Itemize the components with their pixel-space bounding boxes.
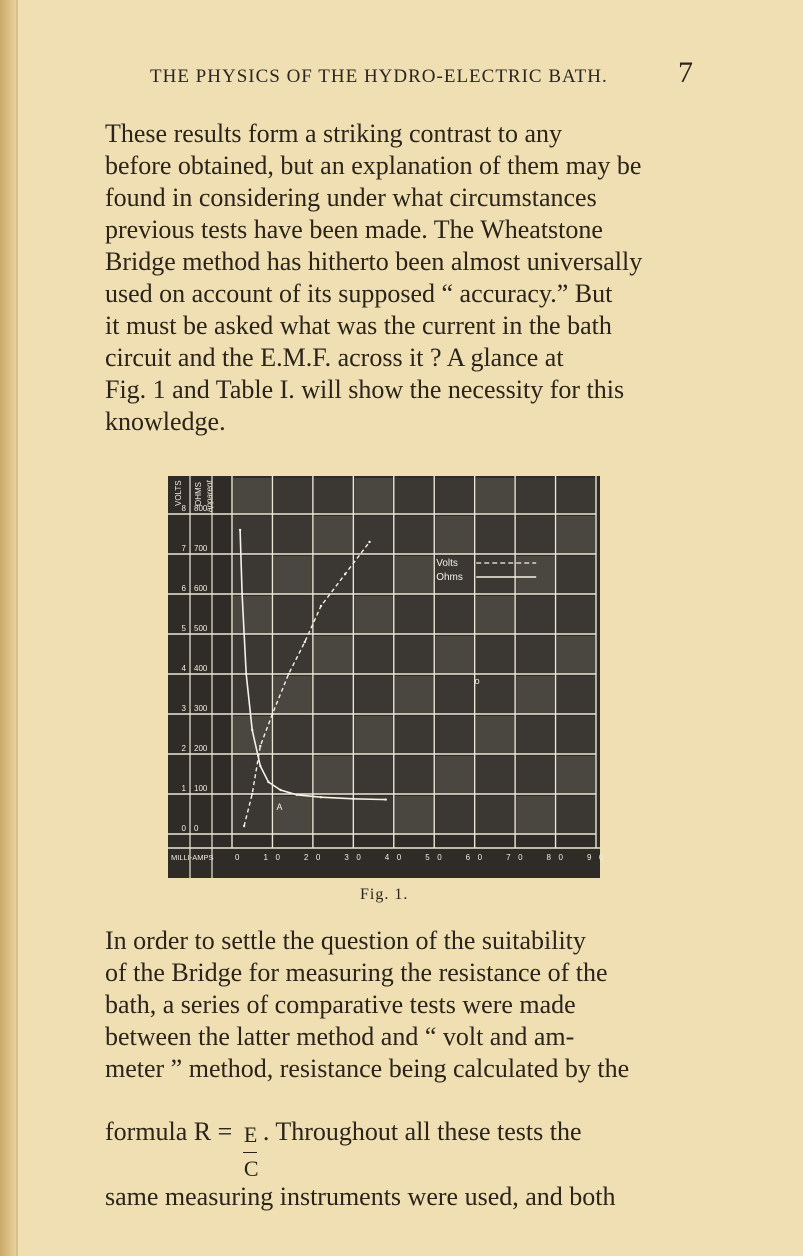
ohms-data-point — [296, 794, 298, 796]
grid-cell — [516, 796, 554, 834]
x-tick-label: 0 — [477, 853, 483, 862]
x-tick-label: 0 — [518, 853, 523, 862]
grid-cell — [516, 756, 554, 794]
x-tick-label: 5 — [425, 853, 430, 862]
grid-cell — [476, 478, 514, 513]
grid-cell — [395, 556, 433, 594]
ohms-data-point — [352, 798, 354, 800]
text-line: Bridge method has hitherto been almost universally — [105, 247, 643, 276]
axis-label-apparent: apparent — [205, 480, 214, 512]
grid-cell — [354, 756, 392, 794]
grid-cell — [435, 676, 473, 714]
ohms-data-point — [267, 781, 269, 783]
text-line: knowledge. — [105, 407, 226, 436]
volts-data-point — [368, 541, 370, 543]
grid-cell — [476, 796, 514, 834]
x-tick-label: 9 — [587, 853, 592, 862]
x-axis-label: MILLI-AMPS — [171, 853, 214, 862]
figure-1-chart — [168, 476, 604, 878]
grid-cell — [557, 796, 595, 834]
x-tick-label: 0 — [437, 853, 442, 862]
x-tick-label: 8 — [546, 853, 552, 862]
grid-cell — [557, 636, 595, 674]
ohms-tick-label: 0 — [194, 824, 199, 833]
grid-cell — [273, 596, 311, 634]
ohms-data-point — [239, 529, 241, 531]
fraction-numerator: E — [243, 1122, 258, 1147]
ohms-tick-label: 100 — [194, 784, 208, 793]
volts-data-point — [344, 573, 346, 575]
grid-cell — [273, 676, 311, 714]
fraction-bar — [243, 1152, 257, 1153]
text-line: it must be asked what was the current in the bath — [105, 311, 612, 340]
paragraph-1 — [105, 118, 745, 438]
grid-cell — [435, 478, 473, 513]
grid-cell — [395, 596, 433, 634]
book-spine-shadow — [0, 0, 16, 1256]
grid-cell — [476, 756, 514, 794]
text-line: circuit and the E.M.F. across it ? A glance at — [105, 343, 564, 372]
grid-cell — [516, 716, 554, 754]
legend-label-volts: Volts — [436, 558, 458, 569]
grid-cell — [557, 676, 595, 714]
grid-cell — [557, 556, 595, 594]
grid-cell — [476, 516, 514, 554]
x-tick-label: 4 — [384, 853, 390, 862]
grid-cell — [516, 478, 554, 513]
x-tick-label: 0 — [315, 853, 321, 862]
x-tick-label: 2 — [303, 853, 309, 862]
x-tick-label: 0 — [558, 853, 564, 862]
grid-cell — [314, 636, 352, 674]
grid-cell — [354, 676, 392, 714]
ohms-data-point — [245, 673, 247, 675]
grid-cell — [435, 756, 473, 794]
volts-data-point — [271, 713, 273, 715]
volts-tick-label: 3 — [181, 704, 186, 713]
formula-prefix: formula R = — [105, 1117, 239, 1146]
grid-cell — [435, 716, 473, 754]
grid-cell — [233, 716, 271, 754]
grid-cell — [314, 596, 352, 634]
text-line: meter ” method, resistance being calculated by the — [105, 1054, 630, 1083]
paragraph-2 — [105, 925, 745, 1085]
grid-cell — [476, 716, 514, 754]
grid-cell — [233, 478, 271, 513]
grid-cell — [516, 636, 554, 674]
ohms-data-point — [241, 593, 243, 595]
volts-data-point — [251, 793, 253, 795]
grid-cell — [395, 478, 433, 513]
volts-tick-label: 7 — [181, 544, 186, 553]
volts-data-point — [304, 641, 306, 643]
grid-cell — [435, 596, 473, 634]
volts-tick-label: 8 — [181, 504, 186, 513]
grid-cell — [395, 756, 433, 794]
text-line: found in considering under what circumstances — [105, 183, 597, 212]
volts-data-point — [287, 673, 289, 675]
figure-caption: Fig. 1. — [360, 886, 409, 903]
volts-tick-label: 0 — [181, 824, 186, 833]
volts-tick-label: 5 — [181, 624, 186, 633]
grid-cell — [314, 716, 352, 754]
grid-cell — [516, 556, 554, 594]
grid-cell — [557, 478, 595, 513]
grid-cell — [233, 676, 271, 714]
grid-cell — [557, 516, 595, 554]
grid-cell — [273, 516, 311, 554]
legend-label-ohms: Ohms — [436, 572, 463, 583]
grid-cell — [476, 636, 514, 674]
volts-data-point — [320, 605, 322, 607]
grid-cell — [314, 796, 352, 834]
grid-cell — [233, 796, 271, 834]
formula-line — [105, 1117, 582, 1181]
grid-cell — [516, 596, 554, 634]
volts-tick-label: 4 — [181, 664, 186, 673]
ohms-tick-label: 600 — [194, 584, 208, 593]
grid-cell — [476, 676, 514, 714]
grid-cell — [557, 596, 595, 634]
text-line: These results form a striking contrast to any — [105, 119, 563, 148]
grid-cell — [395, 676, 433, 714]
text-line: before obtained, but an explanation of them may be — [105, 151, 642, 180]
grid-cell — [476, 596, 514, 634]
grid-cell — [395, 716, 433, 754]
grid-cell — [273, 636, 311, 674]
text-line: In order to settle the question of the suitability — [105, 926, 586, 955]
axis-label-volts: VOLTS — [174, 480, 183, 506]
x-tick-label: 0 — [356, 853, 361, 862]
formula-suffix: . Throughout all these tests the — [262, 1117, 582, 1146]
ohms-data-point — [384, 798, 386, 800]
text-line: between the latter method and “ volt and am- — [105, 1022, 575, 1051]
ohms-tick-label: 200 — [194, 744, 208, 753]
x-tick-label: 0 — [599, 853, 604, 862]
annotation-label: o — [474, 676, 480, 686]
grid-cell — [516, 516, 554, 554]
grid-cell — [435, 796, 473, 834]
volts-tick-label: 2 — [181, 744, 186, 753]
fraction-denominator: C — [243, 1156, 259, 1181]
grid-cell — [557, 756, 595, 794]
grid-cell — [395, 796, 433, 834]
grid-cell — [354, 636, 392, 674]
grid-cell — [233, 556, 271, 594]
grid-cell — [354, 796, 392, 834]
text-line: bath, a series of comparative tests were made — [105, 990, 576, 1019]
text-line: Fig. 1 and Table I. will show the necessity for this — [105, 375, 625, 404]
grid-cell — [354, 596, 392, 634]
ohms-data-point — [259, 765, 261, 767]
grid-cell — [435, 516, 473, 554]
page-number: 7 — [678, 56, 693, 89]
text-line: used on account of its supposed “ accuracy.” But — [105, 279, 613, 308]
axis-label-ohms: OHMS — [194, 482, 203, 506]
volts-data-point — [243, 825, 245, 827]
x-tick-label: 0 — [235, 853, 240, 862]
volts-data-point — [259, 745, 261, 747]
grid-cell — [314, 516, 352, 554]
grid-cell — [516, 676, 554, 714]
grid-cell — [354, 716, 392, 754]
grid-cell — [314, 756, 352, 794]
grid-cell — [557, 716, 595, 754]
grid-cell — [233, 516, 271, 554]
ohms-data-point — [279, 789, 281, 791]
ohms-tick-label: 500 — [194, 624, 208, 633]
grid-cell — [395, 636, 433, 674]
ohms-tick-label: 800 — [194, 504, 208, 513]
grid-cell — [273, 556, 311, 594]
x-tick-label: 7 — [506, 853, 511, 862]
ohms-tick-label: 400 — [194, 664, 208, 673]
text-line: previous tests have been made. The Wheatstone — [105, 215, 603, 244]
grid-cell — [354, 516, 392, 554]
chart-svg — [168, 476, 604, 878]
grid-cell — [354, 478, 392, 513]
ohms-tick-label: 700 — [194, 544, 208, 553]
annotation-label: A — [276, 802, 283, 812]
x-tick-label: 0 — [396, 853, 402, 862]
grid-cell — [435, 636, 473, 674]
grid-cell — [233, 596, 271, 634]
grid-cell — [314, 478, 352, 513]
x-tick-label: 1 — [263, 853, 268, 862]
volts-tick-label: 1 — [181, 784, 186, 793]
grid-cell — [314, 676, 352, 714]
text-line: same measuring instruments were used, and both — [105, 1182, 616, 1211]
grid-cell — [476, 556, 514, 594]
grid-cell — [273, 478, 311, 513]
grid-cell — [354, 556, 392, 594]
text-line: of the Bridge for measuring the resistance of the — [105, 958, 608, 987]
running-header: THE PHYSICS OF THE HYDRO-ELECTRIC BATH. — [150, 66, 608, 87]
grid-cell — [314, 556, 352, 594]
x-tick-label: 0 — [275, 853, 280, 862]
ohms-data-point — [320, 796, 322, 798]
grid-cell — [233, 636, 271, 674]
ohms-data-point — [251, 729, 253, 731]
ohms-tick-label: 300 — [194, 704, 208, 713]
grid-cell — [395, 516, 433, 554]
grid-cell — [273, 716, 311, 754]
volts-tick-label: 6 — [181, 584, 186, 593]
x-tick-label: 3 — [344, 853, 349, 862]
x-tick-label: 6 — [465, 853, 471, 862]
